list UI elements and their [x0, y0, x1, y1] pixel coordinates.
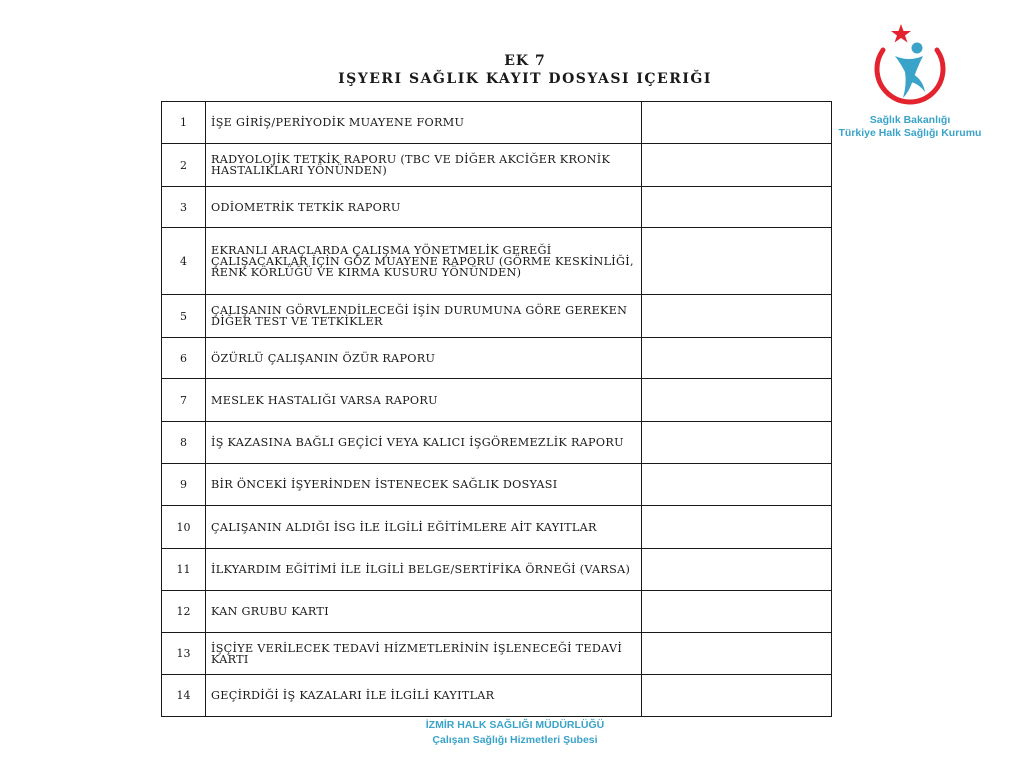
row-description: İŞE GİRİŞ/PERİYODİK MUAYENE FORMU [206, 102, 642, 144]
table-row [162, 379, 832, 422]
row-number: 7 [162, 379, 206, 422]
row-description: RADYOLOJİK TETKİK RAPORU (TBC VE DİĞER AKCİĞER KRONİK HASTALIKLARI YÖNÜNDEN) [206, 144, 642, 187]
table-row [162, 675, 832, 717]
row-description: GEÇİRDİĞİ İŞ KAZALARI İLE İLGİLİ KAYITLAR [206, 675, 642, 717]
row-description: KAN GRUBU KARTI [206, 591, 642, 633]
row-check-cell [642, 591, 832, 633]
table-row [162, 591, 832, 633]
row-check-cell [642, 464, 832, 506]
row-check-cell [642, 338, 832, 379]
record-contents-table [161, 101, 832, 717]
row-number: 4 [162, 228, 206, 295]
footer [330, 718, 700, 748]
row-check-cell [642, 379, 832, 422]
row-description: ÇALIŞANIN GÖRVLENDİLECEĞİ İŞİN DURUMUNA GÖRE GEREKEN DİĞER TEST VE TETKİKLER [206, 295, 642, 338]
row-number: 8 [162, 422, 206, 464]
row-number: 5 [162, 295, 206, 338]
table-row [162, 633, 832, 675]
row-check-cell [642, 187, 832, 228]
row-check-cell [642, 506, 832, 549]
row-description: İŞÇİYE VERİLECEK TEDAVİ HİZMETLERİNİN İŞLENECEĞİ TEDAVİ KARTI [206, 633, 642, 675]
annex-number: EK 7 [504, 53, 546, 69]
logo-line-institution: Türkiye Halk Sağlığı Kurumu [838, 127, 982, 139]
ministry-logo [820, 22, 1000, 152]
row-number: 13 [162, 633, 206, 675]
table-row [162, 102, 832, 144]
row-description: MESLEK HASTALIĞI VARSA RAPORU [206, 379, 642, 422]
row-number: 1 [162, 102, 206, 144]
row-check-cell [642, 549, 832, 591]
row-number: 11 [162, 549, 206, 591]
row-number: 14 [162, 675, 206, 717]
row-description: İŞ KAZASINA BAĞLI GEÇİCİ VEYA KALICI İŞGÖREMEZLİK RAPORU [206, 422, 642, 464]
document-heading: IŞYERI SAĞLIK KAYIT DOSYASI IÇERIĞI [338, 71, 712, 87]
row-number: 6 [162, 338, 206, 379]
table-row [162, 187, 832, 228]
table-row [162, 338, 832, 379]
table-row [162, 464, 832, 506]
row-check-cell [642, 144, 832, 187]
row-check-cell [642, 633, 832, 675]
row-check-cell [642, 422, 832, 464]
table-row [162, 228, 832, 295]
row-check-cell [642, 228, 832, 295]
logo-line-ministry: Sağlık Bakanlığı [869, 114, 951, 126]
row-number: 9 [162, 464, 206, 506]
row-check-cell [642, 675, 832, 717]
row-description: ÖZÜRLÜ ÇALIŞANIN ÖZÜR RAPORU [206, 338, 642, 379]
row-number: 12 [162, 591, 206, 633]
table-row [162, 549, 832, 591]
row-check-cell [642, 102, 832, 144]
row-description: İLKYARDIM EĞİTİMİ İLE İLGİLİ BELGE/SERTİFİKA ÖRNEĞİ (VARSA) [206, 549, 642, 591]
footer-department: Çalışan Sağlığı Hizmetleri Şubesi [432, 734, 598, 746]
ministry-emblem-icon [865, 22, 955, 112]
footer-organization: İZMİR HALK SAĞLIĞI MÜDÜRLÜĞÜ [425, 719, 605, 731]
row-description: ODİOMETRİK TETKİK RAPORU [206, 187, 642, 228]
row-description: ÇALIŞANIN ALDIĞI İSG İLE İLGİLİ EĞİTİMLERE AİT KAYITLAR [206, 506, 642, 549]
row-number: 3 [162, 187, 206, 228]
row-number: 10 [162, 506, 206, 549]
table-row [162, 422, 832, 464]
table-row [162, 506, 832, 549]
row-check-cell [642, 295, 832, 338]
row-number: 2 [162, 144, 206, 187]
row-description: BİR ÖNCEKİ İŞYERİNDEN İSTENECEK SAĞLIK DOSYASI [206, 464, 642, 506]
row-description: EKRANLI ARAÇLARDA ÇALIŞMA YÖNETMELİK GEREĞİ ÇALIŞACAKLAR İÇİN GÖZ MUAYENE RAPORU (GÖRME KESKİNLİĞİ, RENK KÖRLÜĞÜ VE KIRMA KUSURU YÖNÜNDEN) [206, 228, 642, 295]
table-row [162, 144, 832, 187]
document-title [240, 52, 810, 88]
table-row [162, 295, 832, 338]
